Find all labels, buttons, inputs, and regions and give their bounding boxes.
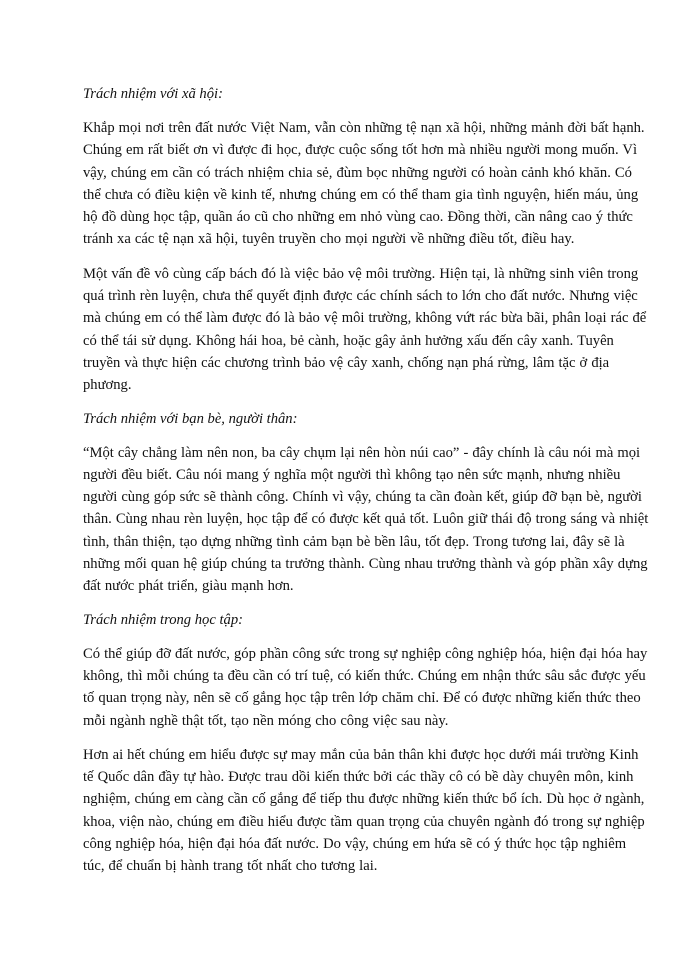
paragraph: Hơn ai hết chúng em hiểu được sự may mắn của bản thân khi được học dưới mái trường Kinh tế Quốc dân đầy tự hào. Được trau dồi kiến thức bởi các thầy cô có bề dày chuyên môn, kinh nghiệm, chúng em càng cần cố gắng để tiếp thu được những kiến thức bổ ích. Dù học ở ngành, khoa, viện nào, chúng em điều hiểu được tầm quan trọng của chuyên ngành đó trong sự nghiệp công nghiệp hóa, hiện đại hóa đất nước. Do vậy, chúng em hứa sẽ có ý thức học tập nghiêm túc, để chuẩn bị hành trang tốt nhất cho tương lai. bbox=[83, 746, 645, 875]
paragraph: “Một cây chẳng làm nên non, ba cây chụm lại nên hòn núi cao” - đây chính là câu nói mà mọi người đều biết. Câu nói mang ý nghĩa một người thì không tạo nên sức mạnh, nhưng nhiều người cùng góp sức sẽ thành công. Chính vì vậy, chúng ta cần đoàn kết, giúp đỡ bạn bè, người thân. Cùng nhau rèn luyện, học tập để có được kết quả tốt. Luôn giữ thái độ trong sáng và nhiệt tình, thân thiện, tạo dựng những tình cảm bạn bè bền lâu, tốt đẹp. Trong tương lai, đây sẽ là những mối quan hệ giúp chúng ta trưởng thành. Cùng nhau trưởng thành và góp phần xây dựng đất nước phát triển, giàu mạnh hơn. bbox=[83, 444, 649, 595]
section-heading: Trách nhiệm với xã hội: bbox=[83, 86, 223, 102]
paragraph: Có thể giúp đỡ đất nước, góp phần công sức trong sự nghiệp công nghiệp hóa, hiện đại hóa hay không, thì mỗi chúng ta đều cần có trí tuệ, có kiến thức. Chúng em nhận thức sâu sắc được yếu tố quan trọng này, nên sẽ cố gắng học tập trên lớp chăm chỉ. Để có được những kiến thức theo mỗi ngành nghề thật tốt, tạo nền móng cho công việc sau này. bbox=[83, 645, 648, 729]
section-friends-family bbox=[83, 409, 650, 598]
section-heading: Trách nhiệm với bạn bè, người thân: bbox=[83, 410, 298, 427]
section-social-responsibility bbox=[83, 84, 650, 397]
paragraph: Khắp mọi nơi trên đất nước Việt Nam, vẫn còn những tệ nạn xã hội, những mảnh đời bất hạnh. Chúng em rất biết ơn vì được đi học, được cuộc sống tốt hơn mà nhiều người mong muốn. Vì vậy, chúng em cần có trách nhiệm chia sẻ, đùm bọc những người có hoàn cảnh khó khăn. Có thể chưa có điều kiện về kinh tế, nhưng chúng em có thể tham gia tình nguyện, hiến máu, ủng hộ đồ dùng học tập, quần áo cũ cho những em nhỏ vùng cao. Đồng thời, cần nâng cao ý thức tránh xa các tệ nạn xã hội, tuyên truyền cho mọi người về những điều tốt, điều hay. bbox=[83, 120, 645, 248]
section-heading: Trách nhiệm trong học tập: bbox=[83, 611, 243, 628]
section-study bbox=[83, 610, 650, 878]
paragraph: Một vấn đề vô cùng cấp bách đó là việc bảo vệ môi trường. Hiện tại, là những sinh viên trong quá trình rèn luyện, chưa thể quyết định được các chính sách to lớn cho đất nước. Nhưng việc mà chúng em có thể làm được đó là bảo vệ môi trường, không vứt rác bừa bãi, phân loại rác để có thể tái sử dụng. Không hái hoa, bẻ cành, hoặc gây ảnh hưởng xấu đến cây xanh. Tuyên truyền và thực hiện các chương trình bảo vệ cây xanh, chống nạn phá rừng, lâm tặc ở địa phương. bbox=[83, 265, 647, 394]
